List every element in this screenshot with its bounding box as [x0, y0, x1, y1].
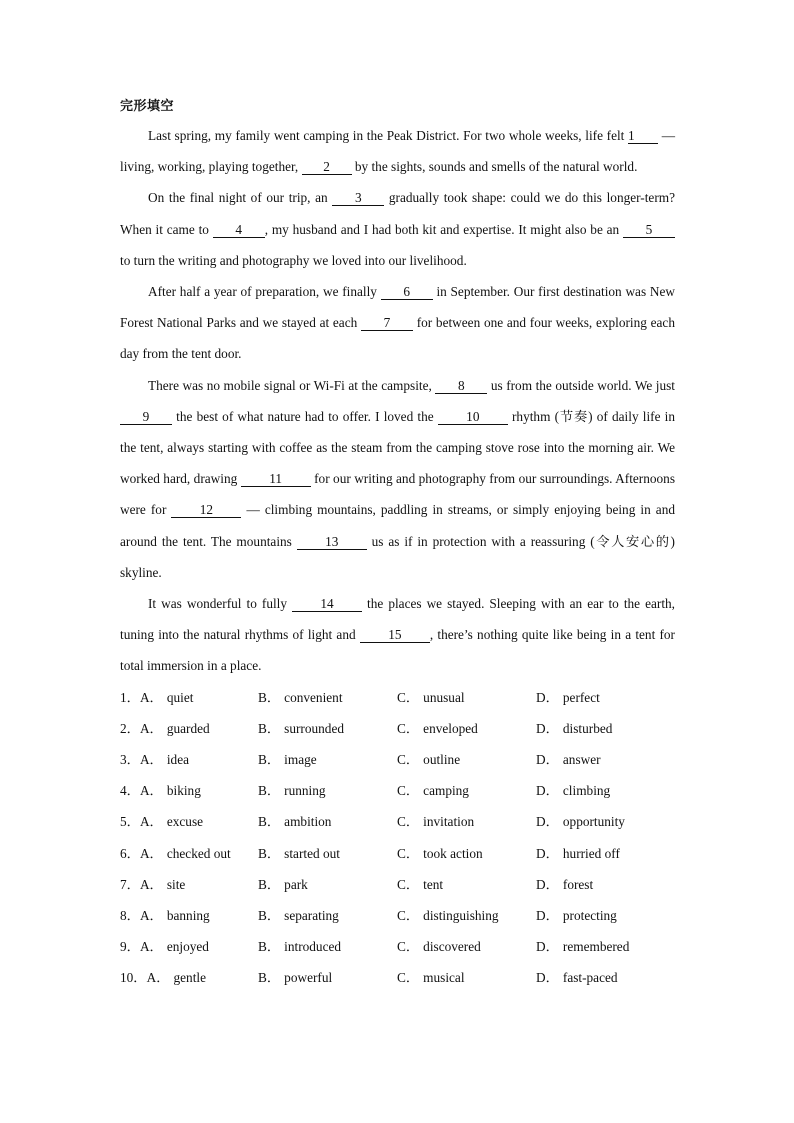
- passage-text: Last spring, my family went camping in the Peak District. For two whole weeks, life felt: [148, 128, 629, 143]
- option-text: surrounded: [284, 720, 344, 736]
- option-letter: D．: [536, 876, 559, 892]
- passage-text: — climbing mountains, paddling in streams, or simply enjoying being in and around the tent. The mountains: [120, 502, 675, 549]
- option-a: [120, 806, 258, 837]
- blank-11: 11: [241, 471, 311, 487]
- option-letter: A．: [139, 689, 163, 705]
- blank-14: 14: [292, 596, 362, 612]
- option-b: [258, 931, 397, 962]
- option-text: disturbed: [562, 720, 613, 736]
- question-number: 5．: [120, 814, 140, 830]
- option-c: [397, 682, 536, 713]
- blank-7: 7: [361, 315, 413, 331]
- option-letter: A．: [139, 814, 163, 830]
- option-b: [258, 806, 397, 837]
- question-row: [120, 682, 675, 713]
- option-a: [120, 682, 258, 713]
- option-c: [397, 744, 536, 775]
- option-letter: D．: [536, 845, 559, 861]
- option-a: [120, 775, 258, 806]
- option-text: checked out: [166, 845, 231, 861]
- option-c: [397, 931, 536, 962]
- passage-text: There was no mobile signal or Wi-Fi at the campsite,: [148, 377, 436, 393]
- option-letter: D．: [536, 783, 559, 799]
- option-letter: D．: [536, 970, 559, 986]
- passage-text: by the sights, sounds and smells of the natural world.: [351, 159, 638, 175]
- option-text: site: [166, 876, 186, 892]
- answer-options: [120, 682, 675, 994]
- option-letter: C．: [397, 845, 420, 861]
- blank-8: 8: [435, 378, 487, 394]
- option-letter: D．: [536, 814, 559, 830]
- option-text: separating: [284, 907, 339, 923]
- passage-text: gradually took shape: could we do this longer-term? When it came to: [120, 190, 675, 237]
- option-c: [397, 713, 536, 744]
- option-text: distinguishing: [423, 907, 499, 923]
- option-c: [397, 775, 536, 806]
- option-a: [120, 869, 258, 900]
- passage-paragraph: [120, 588, 675, 682]
- question-row: [120, 838, 675, 869]
- option-letter: B．: [258, 752, 281, 768]
- option-a: [120, 900, 258, 931]
- cloze-passage: [120, 120, 675, 682]
- question-number: 3．: [120, 752, 140, 768]
- option-b: [258, 869, 397, 900]
- option-text: quiet: [166, 689, 194, 705]
- passage-text: in September. Our first destination was New Forest National Parks and we stayed at each: [120, 284, 675, 331]
- question-row: [120, 962, 675, 993]
- blank-6: 6: [381, 284, 433, 300]
- option-text: running: [284, 783, 326, 799]
- worksheet-page: [120, 94, 675, 994]
- option-letter: C．: [397, 939, 420, 955]
- option-d: [536, 838, 675, 869]
- option-text: tent: [423, 876, 444, 892]
- passage-paragraph: [120, 120, 675, 182]
- option-text: took action: [423, 845, 483, 861]
- option-text: enjoyed: [166, 939, 209, 955]
- option-letter: B．: [258, 689, 281, 705]
- option-letter: A．: [139, 907, 163, 923]
- passage-text: us as if in protection with a reassuring (令人安心的) skyline.: [120, 533, 675, 580]
- option-d: [536, 713, 675, 744]
- option-text: gentle: [173, 970, 206, 986]
- option-b: [258, 713, 397, 744]
- option-b: [258, 838, 397, 869]
- blank-5: 5: [623, 222, 675, 238]
- option-a: [120, 931, 258, 962]
- passage-text: for our writing and photography from our surroundings. Afternoons were for: [120, 471, 675, 518]
- question-row: [120, 900, 675, 931]
- option-a: [120, 838, 258, 869]
- option-text: convenient: [284, 689, 343, 705]
- option-d: [536, 869, 675, 900]
- option-letter: B．: [258, 783, 281, 799]
- option-letter: A．: [139, 876, 163, 892]
- option-letter: D．: [536, 689, 559, 705]
- option-c: [397, 838, 536, 869]
- option-text: started out: [284, 845, 340, 861]
- option-text: forest: [562, 876, 594, 892]
- option-letter: B．: [258, 907, 281, 923]
- passage-text: for between one and four weeks, exploring each day from the tent door.: [120, 315, 675, 362]
- option-text: excuse: [166, 814, 204, 830]
- blank-12: 12: [171, 502, 241, 518]
- passage-text: to turn the writing and photography we loved into our livelihood.: [120, 252, 467, 268]
- blank-4: 4: [213, 222, 265, 238]
- option-b: [258, 900, 397, 931]
- question-number: 8．: [120, 907, 140, 923]
- option-d: [536, 900, 675, 931]
- passage-paragraph: [120, 182, 675, 276]
- option-letter: A．: [139, 720, 163, 736]
- question-row: [120, 931, 675, 962]
- passage-text: rhythm (节奏) of daily life in the tent, always starting with coffee as the steam from the camping stove rose into the morning air. We worked hard, drawing: [120, 408, 675, 487]
- question-number: 1．: [120, 689, 140, 705]
- option-letter: D．: [536, 720, 559, 736]
- option-letter: A．: [146, 970, 170, 986]
- option-d: [536, 931, 675, 962]
- passage-text: It was wonderful to fully: [148, 596, 293, 612]
- option-d: [536, 962, 675, 993]
- option-letter: C．: [397, 876, 420, 892]
- option-letter: C．: [397, 907, 420, 923]
- option-letter: C．: [397, 970, 420, 986]
- option-text: ambition: [284, 814, 332, 830]
- question-number: 7．: [120, 876, 140, 892]
- blank-2: 2: [302, 159, 352, 175]
- blank-13: 13: [297, 534, 367, 550]
- passage-paragraph: [120, 276, 675, 370]
- option-text: image: [284, 752, 317, 768]
- option-letter: A．: [139, 845, 163, 861]
- option-c: [397, 962, 536, 993]
- option-c: [397, 806, 536, 837]
- option-text: idea: [166, 752, 190, 768]
- question-row: [120, 713, 675, 744]
- question-row: [120, 869, 675, 900]
- passage-text: On the final night of our trip, an: [148, 190, 333, 206]
- option-letter: C．: [397, 783, 420, 799]
- passage-text: the places we stayed. Sleeping with an ear to the earth, tuning into the natural rhythms of light and: [120, 596, 675, 643]
- option-text: discovered: [423, 939, 481, 955]
- option-letter: B．: [258, 720, 281, 736]
- option-text: park: [284, 876, 308, 892]
- option-text: opportunity: [562, 814, 625, 830]
- option-text: climbing: [562, 783, 611, 799]
- question-number: 9．: [120, 939, 140, 955]
- option-text: remembered: [562, 939, 630, 955]
- option-letter: B．: [258, 970, 281, 986]
- option-text: banning: [166, 907, 210, 923]
- passage-text: After half a year of preparation, we finally: [148, 284, 381, 300]
- option-b: [258, 744, 397, 775]
- option-text: guarded: [166, 720, 210, 736]
- passage-text: — living, working, playing together,: [120, 128, 675, 175]
- option-letter: A．: [139, 752, 163, 768]
- option-text: unusual: [423, 689, 465, 705]
- passage-text: us from the outside world. We just: [487, 377, 675, 393]
- option-letter: D．: [536, 939, 559, 955]
- passage-paragraph: [120, 370, 675, 588]
- question-number: 4．: [120, 783, 140, 799]
- option-d: [536, 744, 675, 775]
- option-b: [258, 682, 397, 713]
- option-letter: C．: [397, 752, 420, 768]
- option-text: perfect: [562, 689, 600, 705]
- blank-15: 15: [360, 627, 430, 643]
- option-a: [120, 713, 258, 744]
- option-letter: C．: [397, 720, 420, 736]
- option-letter: A．: [139, 783, 163, 799]
- option-a: [120, 744, 258, 775]
- passage-text: , my husband and I had both kit and expertise. It might also be an: [264, 221, 623, 237]
- option-letter: D．: [536, 907, 559, 923]
- option-text: hurried off: [562, 845, 620, 861]
- passage-text: the best of what nature had to offer. I loved the: [172, 408, 438, 424]
- option-d: [536, 806, 675, 837]
- option-letter: C．: [397, 689, 420, 705]
- blank-3: 3: [332, 190, 384, 206]
- option-c: [397, 869, 536, 900]
- option-text: protecting: [562, 907, 617, 923]
- section-heading: 完形填空: [120, 99, 175, 114]
- option-text: musical: [423, 970, 465, 986]
- option-text: introduced: [284, 939, 342, 955]
- option-c: [397, 900, 536, 931]
- option-letter: B．: [258, 845, 281, 861]
- question-number: 10．: [120, 970, 147, 986]
- option-letter: B．: [258, 939, 281, 955]
- question-row: [120, 744, 675, 775]
- option-text: answer: [562, 752, 601, 768]
- option-letter: B．: [258, 876, 281, 892]
- question-row: [120, 775, 675, 806]
- option-d: [536, 775, 675, 806]
- option-text: biking: [166, 783, 201, 799]
- option-b: [258, 962, 397, 993]
- question-number: 2．: [120, 720, 140, 736]
- option-d: [536, 682, 675, 713]
- option-b: [258, 775, 397, 806]
- option-letter: D．: [536, 752, 559, 768]
- option-text: outline: [423, 752, 461, 768]
- blank-10: 10: [438, 409, 508, 425]
- blank-9: 9: [120, 409, 172, 425]
- option-letter: B．: [258, 814, 281, 830]
- option-text: camping: [423, 783, 469, 799]
- blank-1: 1: [628, 128, 658, 144]
- option-text: powerful: [284, 970, 333, 986]
- option-text: invitation: [423, 814, 475, 830]
- option-text: fast-paced: [562, 970, 618, 986]
- question-row: [120, 806, 675, 837]
- option-text: enveloped: [423, 720, 478, 736]
- question-number: 6．: [120, 845, 140, 861]
- option-letter: C．: [397, 814, 420, 830]
- option-a: [120, 962, 258, 993]
- passage-text: , there’s nothing quite like being in a tent for total immersion in a place.: [120, 627, 675, 674]
- option-letter: A．: [139, 939, 163, 955]
